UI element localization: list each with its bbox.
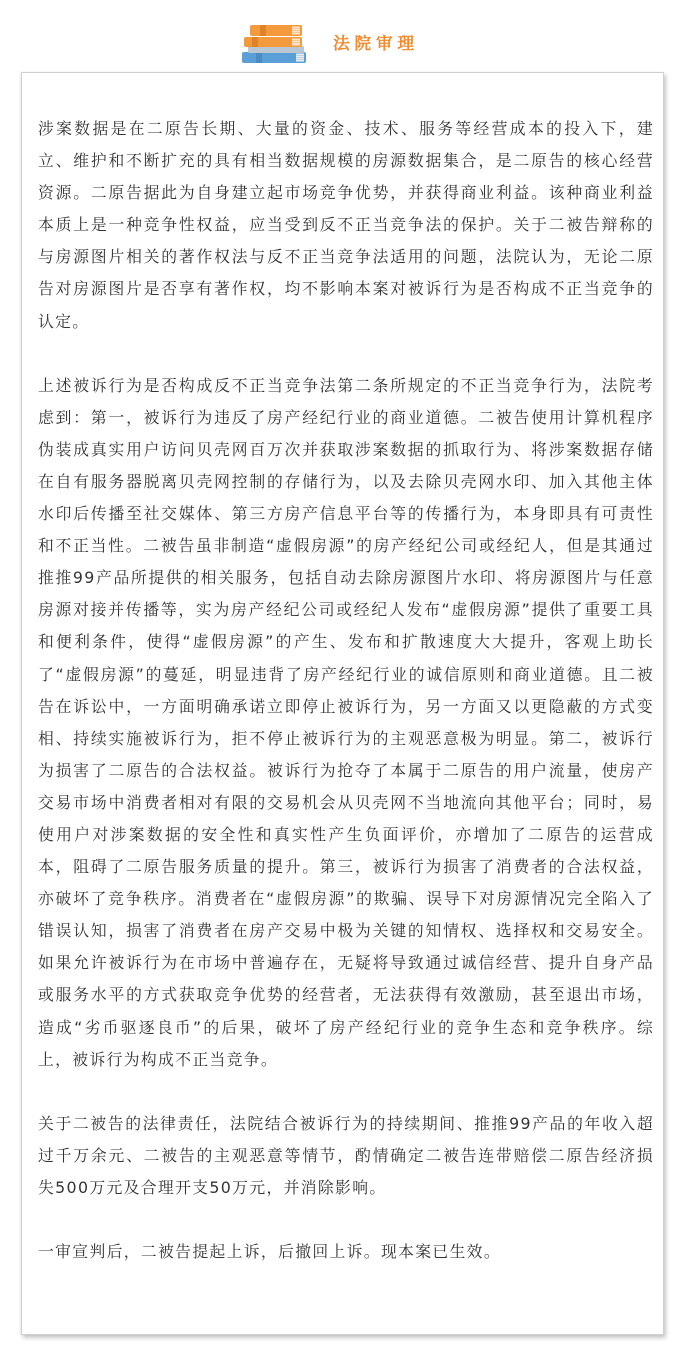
paragraph-judgment-status: 一审宣判后，二被告提起上诉，后撤回上诉。现本案已生效。 [38, 1242, 501, 1261]
paragraph-data-rights: 涉案数据是在二原告长期、大量的资金、技术、服务等经营成本的投入下，建立、维护和不断扩充的具有相当数据规模的房源数据集合，是二原告的核心经营资源。二原告据此为自身建立起市场竞争优势，并获得商业利益。该种商业利益本质上是一种竞争性权益，应当受到反不正当竞争法的保护。关于二被告辩称的与房源图片相关的著作权法与反不正当竞争法适用的问题，法院认为，无论二原告对房源图片是否享有著作权，均不影响本案对被诉行为是否构成不正当竞争的认定。 [38, 119, 654, 331]
section-header [0, 0, 691, 80]
article-body [38, 113, 654, 1268]
stacked-books-icon [238, 20, 310, 66]
paragraph-unfair-competition-analysis: 上述被诉行为是否构成反不正当竞争法第二条所规定的不正当竞争行为，法院考虑到：第一，被诉行为违反了房产经纪行业的商业道德。二被告使用计算机程序伪装成真实用户访问贝壳网百万次并获取涉案数据的抓取行为、将涉案数据存储在自有服务器脱离贝壳网控制的存储行为，以及去除贝壳网水印、加入其他主体水印后传播至社交媒体、第三方房产信息平台等的传播行为，本身即具有可责性和不正当性。二被告虽非制造“虚假房源”的房产经纪公司或经纪人，但是其通过推推99产品所提供的相关服务，包括自动去除房源图片水印、将房源图片与任意房源对接并传播等，实为房产经纪公司或经纪人发布“虚假房源”提供了重要工具和便利条件，使得“虚假房源”的产生、发布和扩散速度大大提升，客观上助长了“虚假房源”的蔓延，明显违背了房产经纪行业的诚信原则和商业道德。且二被告在诉讼中，一方面明确承诺立即停止被诉行为，另一方面又以更隐蔽的方式变相、持续实施被诉行为，拒不停止被诉行为的主观恶意极为明显。第二，被诉行为损害了二原告的合法权益。被诉行为抢夺了本属于二原告的用户流量，使房产交易市场中消费者相对有限的交易机会从贝壳网不当地流向其他平台；同时，易使用户对涉案数据的安全性和真实性产生负面评价，亦增加了二原告的运营成本，阻碍了二原告服务质量的提升。第三，被诉行为损害了消费者的合法权益，亦破坏了竞争秩序。消费者在“虚假房源”的欺骗、误导下对房源情况完全陷入了错误认知，损害了消费者在房产交易中极为关键的知情权、选择权和交易安全。如果允许被诉行为在市场中普遍存在，无疑将导致通过诚信经营、提升自身产品或服务水平的方式获取竞争优势的经营者，无法获得有效激励，甚至退出市场，造成“劣币驱逐良币”的后果，破坏了房产经纪行业的竞争生态和竞争秩序。综上，被诉行为构成不正当竞争。 [38, 375, 654, 1069]
section-title: 法院审理 [333, 34, 419, 53]
paragraph-legal-liability: 关于二被告的法律责任，法院结合被诉行为的持续期间、推推99产品的年收入超过千万余元、二被告的主观恶意等情节，酌情确定二被告连带赔偿二原告经济损失500万元及合理开支50万元，并消除影响。 [38, 1113, 654, 1197]
